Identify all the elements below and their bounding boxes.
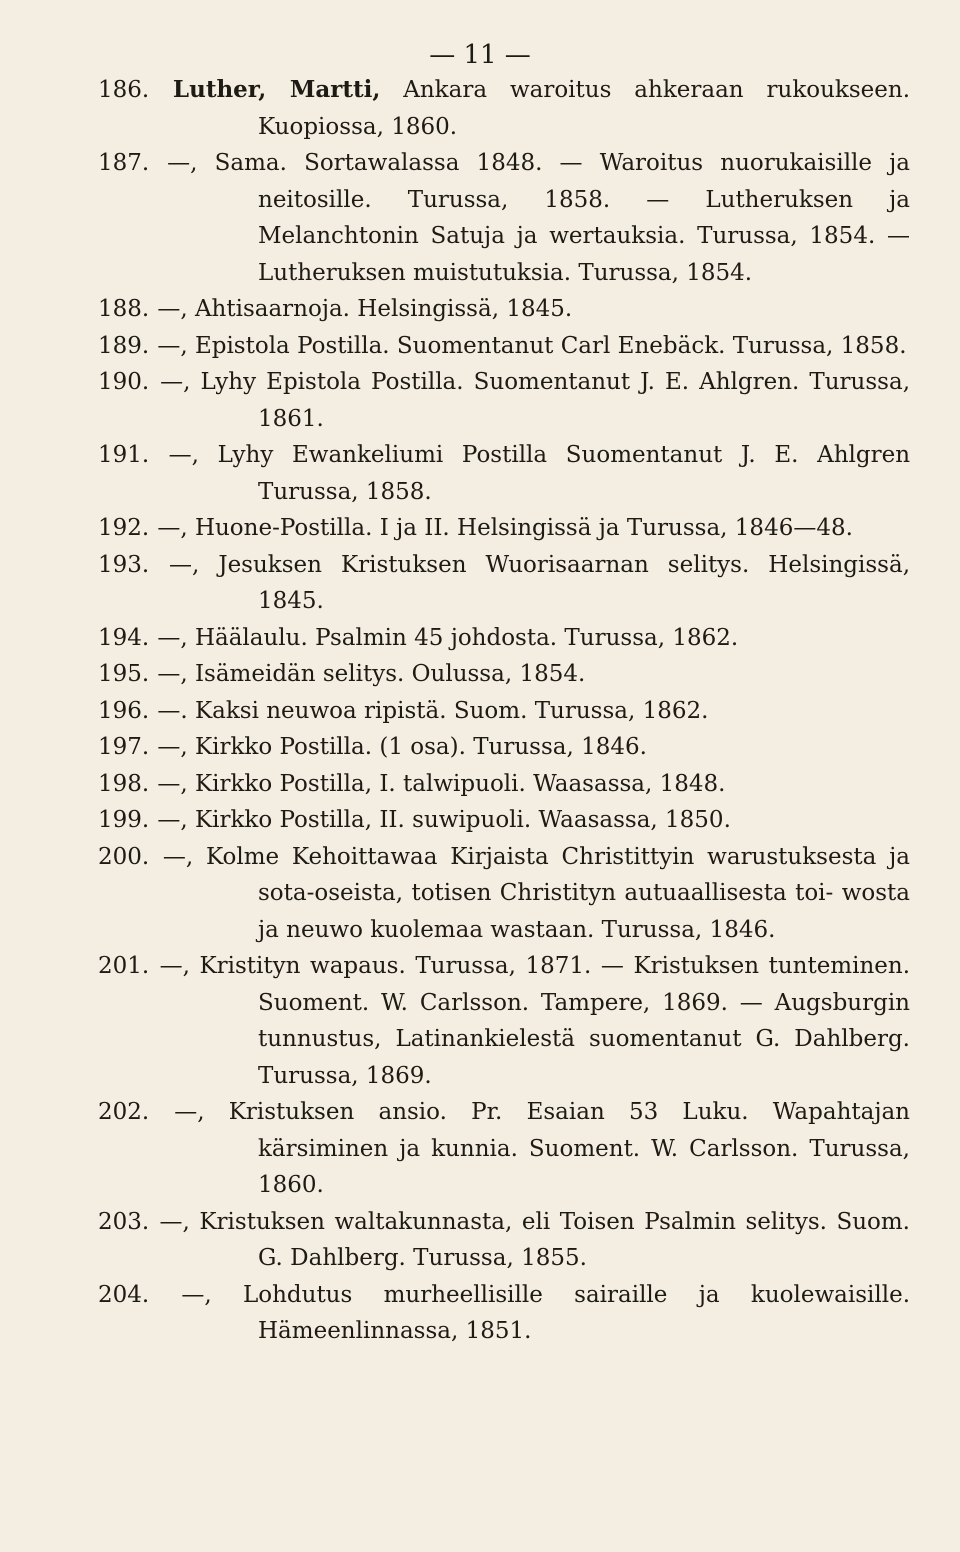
entry-author: —, — [157, 807, 188, 833]
entry-number: 198. — [98, 770, 150, 797]
entry-number: 196. — [98, 697, 150, 724]
entry-number: 200. — [98, 843, 150, 870]
entry-number: 195. — [98, 661, 150, 687]
bibliography-entry — [98, 1204, 910, 1277]
entry-text: Ahtisaarnoja. Helsingissä, 1845. — [194, 296, 573, 322]
entry-author: —, — [168, 442, 199, 468]
entry-text: Lyhy Ewankeliumi Postilla Suomentanut J. E. Ahlgren Turussa, 1858. — [217, 442, 911, 505]
entry-text: Kaksi neuwoa ripistä. Suom. Turussa, 1862. — [194, 697, 709, 724]
entry-author: —, — [157, 624, 188, 651]
entry-text: Kristityn wapaus. Turussa, 1871. — Kristuksen tunteminen. Suoment. W. Carlsson. Tampere, 1869. — Augsburgin tunnustus, Latinankielestä suomentanut G. Dahlberg. Turussa, 1869. — [199, 953, 911, 1089]
entry-author: Luther, Martti, — [172, 76, 381, 103]
entry-number: 204. — [98, 1281, 150, 1308]
bibliography-entry — [98, 620, 910, 657]
entry-text: Jesuksen Kristuksen Wuorisaarnan selitys. Helsingissä, 1845. — [218, 551, 911, 614]
entry-text: Huone-Postilla. I ja II. Helsingissä ja Turussa, 1846—48. — [194, 515, 853, 541]
entry-text: Kolme Kehoittawaa Kirjaista Christittyin warustuksesta ja sota-oseista, totisen Christityn autuaallisesta toi- wosta ja neuwo kuolemaa wastaan. Turussa, 1846. — [205, 843, 910, 943]
page-number: — 11 — — [429, 40, 531, 70]
entry-author: —, — [167, 150, 198, 176]
bibliography-entry — [98, 72, 910, 145]
entry-number: 191. — [98, 442, 150, 468]
entry-text: Kristuksen ansio. Pr. Esaian 53 Luku. Wapahtajan kärsiminen ja kunnia. Suoment. W. Carlsson. Turussa, 1860. — [228, 1099, 910, 1198]
entry-author: —, — [157, 770, 188, 797]
bibliography-entry — [98, 145, 910, 291]
entry-text: Lyhy Epistola Postilla. Suomentanut J. E. Ahlgren. Turussa, 1861. — [200, 369, 910, 432]
entry-author: —. — [157, 697, 188, 724]
bibliography-entry — [98, 802, 910, 839]
bibliography-entry — [98, 328, 910, 365]
bibliography-entry — [98, 729, 910, 766]
bibliography-entry — [98, 510, 910, 547]
entry-number: 199. — [98, 807, 150, 833]
entry-number: 188. — [98, 296, 150, 322]
entry-text: Epistola Postilla. Suomentanut Carl Enebäck. Turussa, 1858. — [194, 332, 907, 359]
bibliography-entry — [98, 948, 910, 1094]
entry-number: 203. — [98, 1208, 150, 1235]
entry-text: Ankara waroitus ahkeraan rukoukseen. Kuopiossa, 1860. — [258, 77, 911, 140]
entry-author: —, — [157, 296, 188, 322]
entry-number: 189. — [98, 332, 150, 359]
entry-text: Kristuksen waltakunnasta, eli Toisen Psalmin selitys. Suom. G. Dahlberg. Turussa, 1855. — [199, 1208, 910, 1271]
entry-author: —, — [162, 843, 194, 870]
entry-text: Kirkko Postilla, I. talwipuoli. Waasassa, 1848. — [194, 770, 726, 797]
entry-number: 187. — [98, 150, 150, 176]
entry-author: —, — [157, 515, 188, 541]
bibliography-entry — [98, 291, 910, 328]
bibliography-entry — [98, 839, 910, 949]
entry-number: 193. — [98, 551, 150, 578]
entry-number: 201. — [98, 953, 150, 979]
entry-author: —, — [174, 1099, 205, 1125]
entry-author: —, — [159, 953, 190, 979]
bibliography-list — [98, 72, 910, 1350]
entry-number: 192. — [98, 515, 150, 541]
entry-author: —, — [169, 551, 200, 578]
bibliography-entry — [98, 364, 910, 437]
entry-author: —, — [160, 369, 191, 395]
entry-text: Sama. Sortawalassa 1848. — Waroitus nuorukaisille ja neitosille. Turussa, 1858. — Lutheruksen ja Melanchtonin Satuja ja wertauksia. Turussa, 1854. — Lutheruksen muistutuksia. Turussa, 1854. — [214, 150, 911, 286]
entry-number: 202. — [98, 1099, 150, 1125]
entry-text: Kirkko Postilla. (1 osa). Turussa, 1846. — [194, 734, 647, 760]
entry-author: —, — [157, 734, 188, 760]
bibliography-entry — [98, 437, 910, 510]
entry-number: 194. — [98, 624, 150, 651]
entry-author: —, — [157, 332, 188, 359]
bibliography-entry — [98, 693, 910, 730]
bibliography-entry — [98, 656, 910, 693]
entry-author: —, — [159, 1208, 190, 1235]
entry-number: 186. — [98, 77, 150, 103]
bibliography-entry — [98, 1094, 910, 1204]
bibliography-entry — [98, 547, 910, 620]
entry-text: Kirkko Postilla, II. suwipuoli. Waasassa, 1850. — [194, 807, 731, 833]
bibliography-entry — [98, 1277, 910, 1350]
entry-text: Isämeidän selitys. Oulussa, 1854. — [194, 661, 586, 687]
entry-author: —, — [157, 661, 188, 687]
entry-author: —, — [181, 1281, 212, 1308]
bibliography-entry — [98, 766, 910, 803]
entry-number: 197. — [98, 734, 150, 760]
entry-text: Lohdutus murheellisille sairaille ja kuolewaisille. Hämeenlinnassa, 1851. — [242, 1281, 911, 1344]
entry-text: Häälaulu. Psalmin 45 johdosta. Turussa, 1862. — [194, 624, 739, 651]
entry-number: 190. — [98, 369, 150, 395]
